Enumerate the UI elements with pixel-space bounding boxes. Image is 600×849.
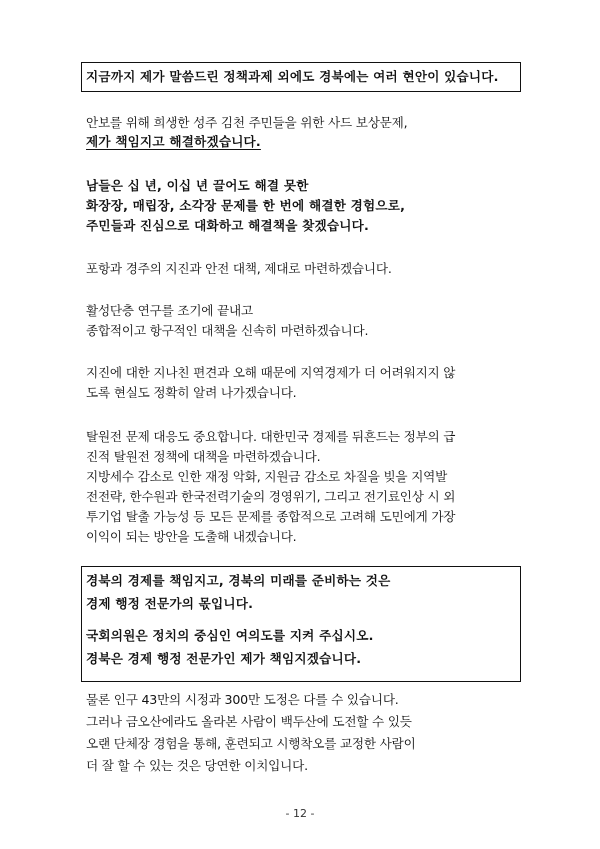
prejudice-line-1: 지진에 대한 지나친 편견과 오해 때문에 지역경제가 더 어려워지지 않 [86, 365, 456, 380]
nuclear-line-1: 탈원전 문제 대응도 중요합니다. 대한민국 경제를 뒤흔드는 정부의 급 [86, 429, 456, 444]
fault-line-1: 활성단층 연구를 조기에 끝내고 [86, 303, 253, 318]
nuclear-line-5: 투기업 탈출 가능성 등 모든 문제를 종합적으로 고려해 도민에게 가장 [86, 509, 456, 524]
nuclear-line-6: 이익이 되는 방안을 도출해 내겠습니다. [86, 529, 297, 544]
box-bottom-line-1: 경북의 경제를 책임지고, 경북의 미래를 준비하는 것은 [86, 573, 391, 588]
page-number: - 12 - [285, 807, 315, 820]
box-bottom-line-2: 경제 행정 전문가의 몫입니다. [86, 596, 254, 611]
box-bottom-line-4: 경북은 경제 행정 전문가인 제가 책임지겠습니다. [86, 651, 362, 666]
closing-line-4: 더 잘 할 수 있는 것은 당연한 이치입니다. [86, 758, 308, 773]
nuclear-line-4: 전전략, 한수원과 한국전력기술의 경영위기, 그리고 전기료인상 시 외 [86, 489, 456, 504]
box-bottom-line-3: 국회의원은 정치의 중심인 여의도를 지켜 주십시오. [86, 628, 374, 643]
landfill-line-3: 주민들과 진심으로 대화하고 해결책을 찾겠습니다. [86, 218, 369, 233]
closing-line-1: 물론 인구 43만의 시정과 300만 도정은 다를 수 있습니다. [86, 692, 399, 707]
nuclear-line-3: 지방세수 감소로 인한 재정 악화, 지원금 감소로 차질을 빚을 지역발 [86, 469, 448, 484]
landfill-line-2: 화장장, 매립장, 소각장 문제를 한 번에 해결한 경험으로, [86, 198, 406, 213]
earthquake-line-1: 포항과 경주의 지진과 안전 대책, 제대로 마련하겠습니다. [86, 261, 392, 276]
sad-line-2: 제가 책임지고 해결하겠습니다. [86, 134, 261, 149]
landfill-line-1: 남들은 십 년, 이십 년 끌어도 해결 못한 [86, 178, 309, 193]
prejudice-line-2: 도록 현실도 정확히 알려 나가겠습니다. [86, 385, 297, 400]
closing-line-3: 오랜 단체장 경험을 통해, 훈련되고 시행착오를 교정한 사람이 [86, 736, 416, 751]
closing-line-2: 그러나 금오산에라도 올라본 사람이 백두산에 도전할 수 있듯 [86, 714, 412, 729]
fault-line-2: 종합적이고 항구적인 대책을 신속히 마련하겠습니다. [86, 323, 369, 338]
sad-line-1: 안보를 위해 희생한 성주 김천 주민들을 위한 사드 보상문제, [86, 115, 408, 130]
nuclear-line-2: 진적 탈원전 정책에 대책을 마련하겠습니다. [86, 449, 321, 464]
box-top-text: 지금까지 제가 말씀드린 정책과제 외에도 경북에는 여러 현안이 있습니다. [86, 69, 499, 84]
